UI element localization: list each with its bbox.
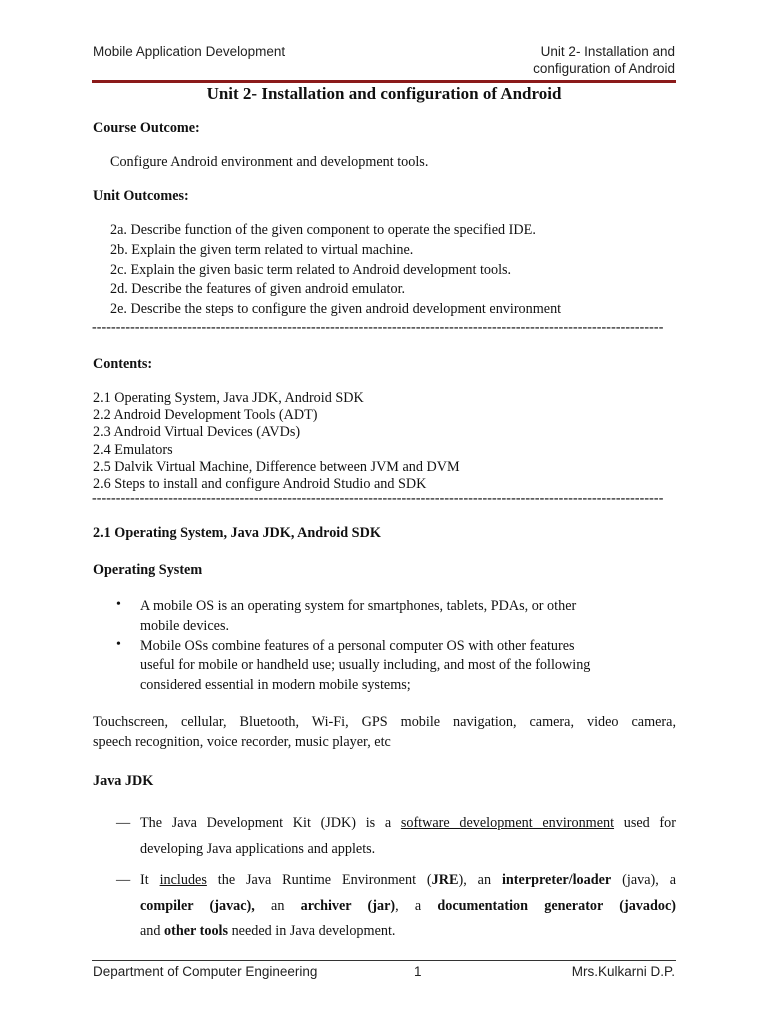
contents-item: 2.3 Android Virtual Devices (AVDs) [93, 424, 301, 440]
dash-icon: — [116, 815, 131, 831]
os-bullet-1-line-2: mobile devices. [140, 618, 230, 634]
section-heading: 2.1 Operating System, Java JDK, Android SDK [93, 525, 381, 541]
jdk-heading: Java JDK [93, 773, 154, 789]
contents-item: 2.2 Android Development Tools (ADT) [93, 407, 318, 423]
contents-item: 2.5 Dalvik Virtual Machine, Difference between JVM and DVM [93, 459, 460, 475]
dash-icon: — [116, 872, 131, 888]
jdk-para-1-line-2: developing Java applications and applets. [140, 841, 376, 857]
header-rule [92, 80, 676, 83]
unit-outcome-item: 2b. Explain the given term related to virtual machine. [110, 242, 414, 258]
unit-outcome-item: 2e. Describe the steps to configure the given android development environment [110, 301, 562, 317]
unit-outcomes-heading: Unit Outcomes: [93, 188, 189, 204]
os-features-line-2: speech recognition, voice recorder, music player, etc [93, 734, 391, 750]
os-bullet-2-line-2: useful for mobile or handheld use; usually including, and most of the following [140, 657, 591, 673]
jdk-para-1-line-1: The Java Development Kit (JDK) is a software development environment used for [140, 815, 676, 831]
footer-right: Mrs.Kulkarni D.P. [571, 964, 675, 979]
jdk-para-2-line-1: It includes the Java Runtime Environment (JRE), an interpreter/loader (java), a [140, 872, 676, 888]
separator-line: ------------------------------------------------------------------------------------------------------------------------ [92, 320, 664, 335]
unit-outcome-item: 2a. Describe function of the given component to operate the specified IDE. [110, 222, 536, 238]
unit-outcome-item: 2c. Explain the given basic term related to Android development tools. [110, 262, 512, 278]
contents-item: 2.1 Operating System, Java JDK, Android SDK [93, 390, 364, 406]
course-outcome-heading: Course Outcome: [93, 120, 200, 136]
software-dev-env-link[interactable]: software development environment [400, 815, 615, 831]
course-outcome-text: Configure Android environment and development tools. [110, 154, 429, 170]
header-right-line1: Unit 2- Installation and [540, 44, 675, 59]
separator-line: ------------------------------------------------------------------------------------------------------------------------ [92, 491, 664, 506]
bullet-icon: • [116, 637, 121, 652]
footer-rule [92, 960, 676, 961]
os-bullet-2-line-3: considered essential in modern mobile systems; [140, 677, 411, 693]
page-number: 1 [414, 964, 422, 979]
includes-link[interactable]: includes [159, 872, 207, 888]
page-title: Unit 2- Installation and configuration of Android [206, 84, 562, 103]
os-heading: Operating System [93, 562, 203, 578]
bullet-icon: • [116, 597, 121, 612]
contents-item: 2.6 Steps to install and configure Android Studio and SDK [93, 476, 427, 492]
os-bullet-1-line-1: A mobile OS is an operating system for smartphones, tablets, PDAs, or other [140, 598, 577, 614]
jdk-para-2-line-2: compiler (javac), an archiver (jar), a documentation generator (javadoc) [140, 898, 676, 914]
contents-heading: Contents: [93, 356, 153, 372]
os-bullet-2-line-1: Mobile OSs combine features of a personal computer OS with other features [140, 638, 575, 654]
contents-item: 2.4 Emulators [93, 442, 173, 458]
footer-left: Department of Computer Engineering [93, 964, 318, 979]
header-left: Mobile Application Development [93, 44, 286, 59]
header-right-line2: configuration of Android [533, 61, 675, 76]
unit-outcome-item: 2d. Describe the features of given android emulator. [110, 281, 406, 297]
jdk-para-2-line-3: and other tools needed in Java development. [140, 923, 396, 939]
os-features-line-1: Touchscreen, cellular, Bluetooth, Wi-Fi, GPS mobile navigation, camera, video camera, [93, 714, 676, 730]
